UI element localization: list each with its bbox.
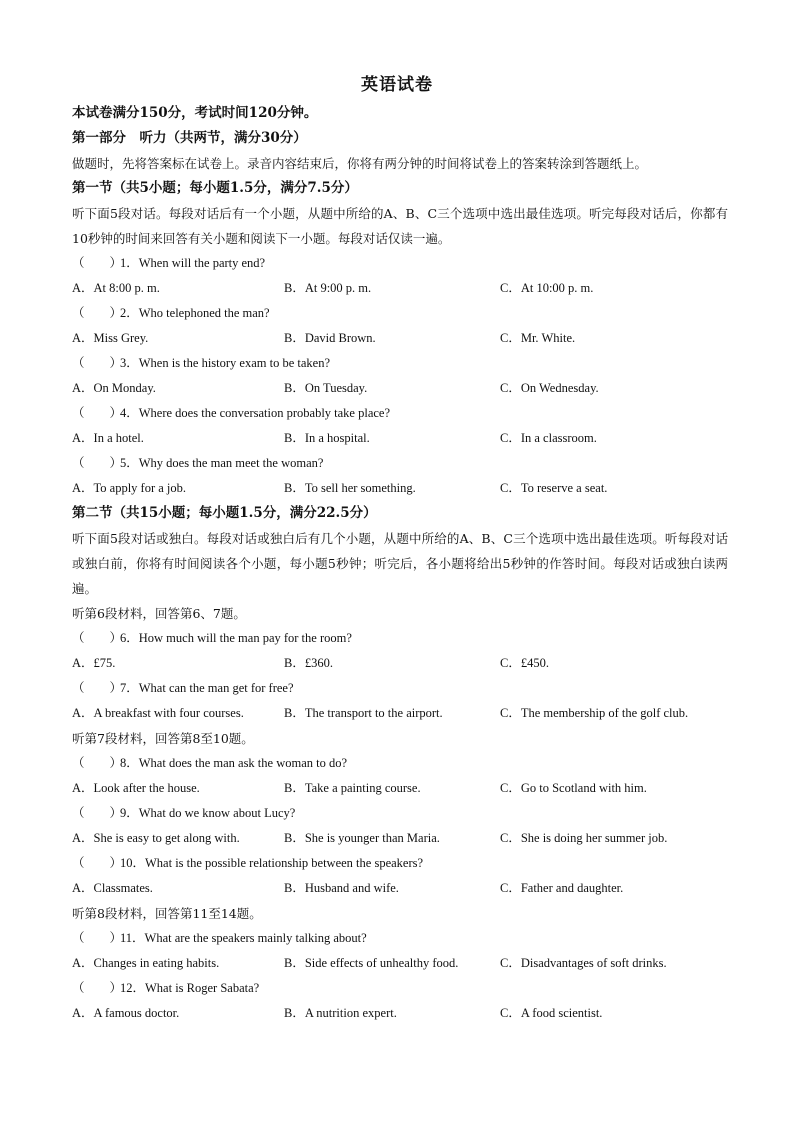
question-text: 3．When is the history exam to be taken? <box>120 356 331 370</box>
option-b[interactable]: B．Side effects of unhealthy food. <box>284 956 459 970</box>
option-a[interactable]: A．A famous doctor. <box>72 1006 180 1020</box>
option-b[interactable]: B．The transport to the airport. <box>284 706 443 720</box>
answer-blank[interactable]: （ ） <box>72 256 123 270</box>
option-c[interactable]: C．Father and daughter. <box>500 881 624 895</box>
question <box>72 401 728 426</box>
options-row <box>72 426 728 451</box>
question <box>72 926 728 951</box>
option-c[interactable]: C．In a classroom. <box>500 431 597 445</box>
answer-blank[interactable]: （ ） <box>72 806 123 820</box>
option-c[interactable]: C．On Wednesday. <box>500 381 599 395</box>
options-row <box>72 326 728 351</box>
option-b[interactable]: B．David Brown. <box>284 331 376 345</box>
option-c[interactable]: C．Disadvantages of soft drinks. <box>500 956 667 970</box>
option-a[interactable]: A．She is easy to get along with. <box>72 831 240 845</box>
option-b[interactable]: B．She is younger than Maria. <box>284 831 440 845</box>
question <box>72 801 728 826</box>
question <box>72 301 728 326</box>
option-a[interactable]: A．Changes in eating habits. <box>72 956 220 970</box>
option-c[interactable]: C．Mr. White. <box>500 331 576 345</box>
answer-blank[interactable]: （ ） <box>72 456 123 470</box>
part1-instruction: 做题时，先将答案标在试卷上。录音内容结束后，你将有两分钟的时间将试卷上的答案转涂到答题纸上。 <box>72 156 648 171</box>
options-row <box>72 776 728 801</box>
option-a[interactable]: A．In a hotel. <box>72 431 144 445</box>
question-text: 7．What can the man get for free? <box>120 681 294 695</box>
question-text: 9．What do we know about Lucy? <box>120 806 296 820</box>
question-text: 11．What are the speakers mainly talking about? <box>120 931 367 945</box>
options-row <box>72 876 728 901</box>
question-text: 12．What is Roger Sabata? <box>120 981 260 995</box>
answer-blank[interactable]: （ ） <box>72 931 123 945</box>
answer-blank[interactable]: （ ） <box>72 756 123 770</box>
option-c[interactable]: C．She is doing her summer job. <box>500 831 668 845</box>
options-row <box>72 376 728 401</box>
page-title: 英语试卷 <box>361 75 433 95</box>
exam-content <box>72 101 728 1026</box>
options-row <box>72 701 728 726</box>
material-6-heading: 听第6段材料，回答第6、7题。 <box>72 606 246 621</box>
question-text: 1．When will the party end? <box>120 256 266 270</box>
option-a[interactable]: A．To apply for a job. <box>72 481 187 495</box>
option-b[interactable]: B．A nutrition expert. <box>284 1006 397 1020</box>
option-c[interactable]: C．A food scientist. <box>500 1006 603 1020</box>
options-row <box>72 651 728 676</box>
options-row <box>72 476 728 501</box>
question <box>72 976 728 1001</box>
question-text: 10．What is the possible relationship between the speakers? <box>120 856 424 870</box>
question-text: 6．How much will the man pay for the room? <box>120 631 352 645</box>
answer-blank[interactable]: （ ） <box>72 856 123 870</box>
option-a[interactable]: A．A breakfast with four courses. <box>72 706 244 720</box>
question-text: 4．Where does the conversation probably take place? <box>120 406 391 420</box>
option-b[interactable]: B．Take a painting course. <box>284 781 421 795</box>
exam-intro: 本试卷满分150分，考试时间120分钟。 <box>72 105 318 121</box>
question <box>72 626 728 651</box>
question <box>72 351 728 376</box>
question <box>72 251 728 276</box>
question-text: 8．What does the man ask the woman to do? <box>120 756 348 770</box>
option-a[interactable]: A．At 8:00 p. m. <box>72 281 160 295</box>
option-a[interactable]: A．£75. <box>72 656 116 670</box>
question <box>72 676 728 701</box>
question <box>72 451 728 476</box>
answer-blank[interactable]: （ ） <box>72 406 123 420</box>
material-7-heading: 听第7段材料，回答第8至10题。 <box>72 731 254 746</box>
option-a[interactable]: A．Classmates. <box>72 881 153 895</box>
option-a[interactable]: A．Miss Grey. <box>72 331 149 345</box>
part1-heading: 第一部分 听力（共两节，满分30分） <box>72 130 307 146</box>
option-b[interactable]: B．£360. <box>284 656 333 670</box>
option-c[interactable]: C．Go to Scotland with him. <box>500 781 647 795</box>
option-c[interactable]: C．£450. <box>500 656 549 670</box>
option-b[interactable]: B．On Tuesday. <box>284 381 368 395</box>
option-b[interactable]: B．To sell her something. <box>284 481 416 495</box>
option-b[interactable]: B．In a hospital. <box>284 431 370 445</box>
section2-instruction: 听下面5段对话或独白。每段对话或独白后有几个小题，从题中所给的A、B、C三个选项中选出最佳选项。听每段对话或独白前，你将有时间阅读各个小题，每小题5秒钟；听完后，各小题将给出5秒钟的作答时间。每段对话或独白读两遍。 <box>72 531 728 596</box>
option-b[interactable]: B．At 9:00 p. m. <box>284 281 372 295</box>
answer-blank[interactable]: （ ） <box>72 306 123 320</box>
option-c[interactable]: C．The membership of the golf club. <box>500 706 689 720</box>
material-8-heading: 听第8段材料，回答第11至14题。 <box>72 906 262 921</box>
question-text: 5．Why does the man meet the woman? <box>120 456 324 470</box>
options-row <box>72 826 728 851</box>
option-c[interactable]: C．At 10:00 p. m. <box>500 281 594 295</box>
options-row <box>72 276 728 301</box>
section1-heading: 第一节（共5小题；每小题1.5分，满分7.5分） <box>72 180 358 196</box>
option-a[interactable]: A．On Monday. <box>72 381 156 395</box>
option-a[interactable]: A．Look after the house. <box>72 781 200 795</box>
section1-instruction: 听下面5段对话。每段对话后有一个小题，从题中所给的A、B、C三个选项中选出最佳选项。听完每段对话后，你都有10秒钟的时间来回答有关小题和阅读下一小题。每段对话仅读一遍。 <box>72 206 728 246</box>
question <box>72 751 728 776</box>
options-row <box>72 1001 728 1026</box>
options-row <box>72 951 728 976</box>
answer-blank[interactable]: （ ） <box>72 681 123 695</box>
option-c[interactable]: C．To reserve a seat. <box>500 481 608 495</box>
option-b[interactable]: B．Husband and wife. <box>284 881 399 895</box>
answer-blank[interactable]: （ ） <box>72 981 123 995</box>
question-text: 2．Who telephoned the man? <box>120 306 270 320</box>
answer-blank[interactable]: （ ） <box>72 356 123 370</box>
section2-heading: 第二节（共15小题；每小题1.5分，满分22.5分） <box>72 505 377 521</box>
answer-blank[interactable]: （ ） <box>72 631 123 645</box>
question <box>72 851 728 876</box>
